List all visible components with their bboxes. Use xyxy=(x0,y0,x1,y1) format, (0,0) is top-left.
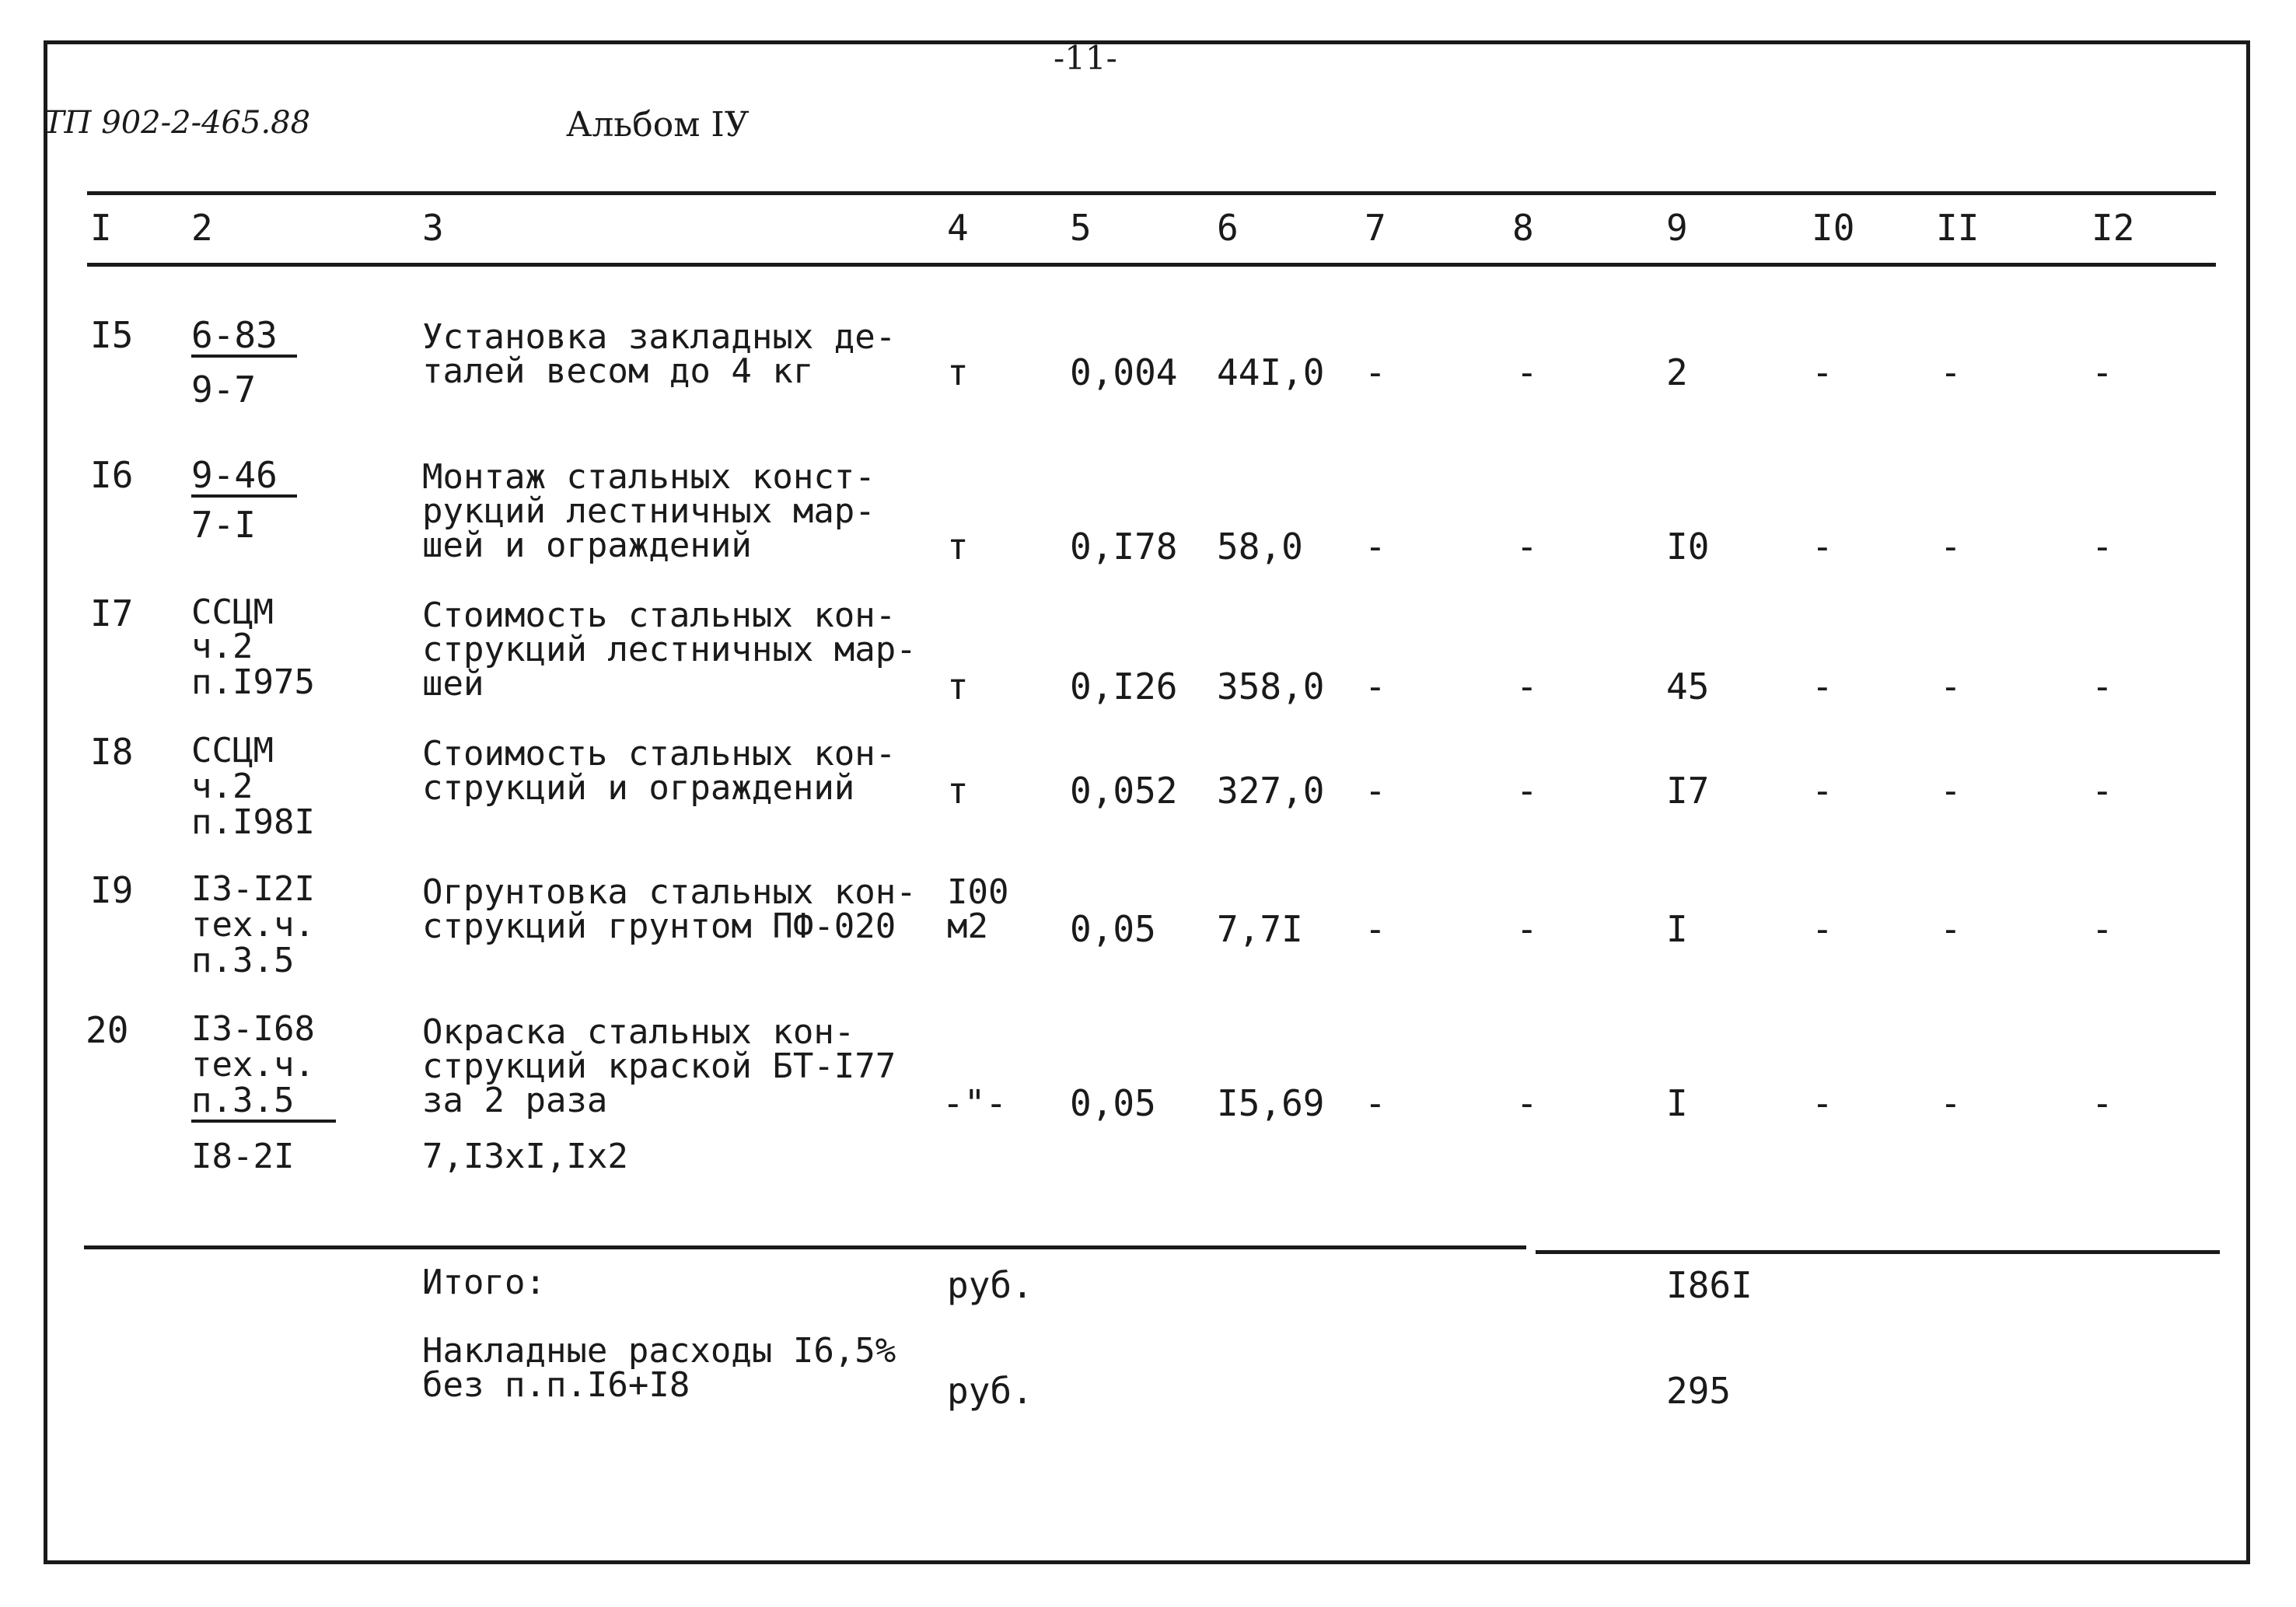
unit-price: 44I,0 xyxy=(1217,351,1325,393)
norm-code: ч.2 xyxy=(191,627,253,666)
work-description: Огрунтовка стальных кон- xyxy=(422,872,917,912)
norm-code: 9-46 xyxy=(191,457,297,498)
column-header: 5 xyxy=(1070,207,1092,249)
col11-value: - xyxy=(1940,908,1962,950)
work-description: талей весом до 4 кг xyxy=(422,351,814,391)
col10-value: - xyxy=(1812,908,1833,950)
column-header: I2 xyxy=(2092,207,2135,249)
col8-value: - xyxy=(1516,770,1538,812)
column-header: 3 xyxy=(422,207,444,249)
work-description: рукций лестничных мар- xyxy=(422,491,875,531)
col11-value: - xyxy=(1940,1082,1962,1124)
totals-rule-right xyxy=(1536,1250,2220,1254)
work-description: струкций лестничных мар- xyxy=(422,630,917,669)
row-number: I8 xyxy=(90,731,134,773)
row-number: I9 xyxy=(90,869,134,911)
col8-value: - xyxy=(1516,908,1538,950)
unit-price: 58,0 xyxy=(1217,526,1303,568)
quantity: 0,052 xyxy=(1070,770,1178,812)
quantity: 0,05 xyxy=(1070,908,1156,950)
document-code: ТП 902-2-465.88 xyxy=(44,105,311,141)
work-description: струкций краской БТ-I77 xyxy=(422,1046,896,1086)
work-description: шей и ограждений xyxy=(422,526,752,565)
norm-code: п.3.5 xyxy=(191,941,295,980)
total-value: I86I xyxy=(1666,1264,1753,1306)
overhead-label: Накладные расходы I6,5% xyxy=(422,1331,896,1371)
col9-value: 2 xyxy=(1666,351,1688,393)
unit-price: 358,0 xyxy=(1217,666,1325,707)
col11-value: - xyxy=(1940,351,1962,393)
unit: т xyxy=(947,666,969,707)
col8-value: - xyxy=(1516,351,1538,393)
column-header: 2 xyxy=(191,207,213,249)
col9-value: I7 xyxy=(1666,770,1710,812)
work-description: шей xyxy=(422,664,484,704)
unit-price: I5,69 xyxy=(1217,1082,1325,1124)
norm-code: I3-I68 xyxy=(191,1009,315,1049)
col12-value: - xyxy=(2092,666,2113,707)
quantity: 0,004 xyxy=(1070,351,1178,393)
col10-value: - xyxy=(1812,351,1833,393)
column-header: I xyxy=(90,207,112,249)
quantity: 0,05 xyxy=(1070,1082,1156,1124)
quantity: 0,I78 xyxy=(1070,526,1178,568)
norm-code: п.I975 xyxy=(191,662,315,702)
unit: м2 xyxy=(947,907,988,946)
work-description: Установка закладных де- xyxy=(422,317,896,357)
norm-code: I8-2I xyxy=(191,1137,295,1176)
total-label: Итого: xyxy=(422,1263,546,1302)
work-description: за 2 раза xyxy=(422,1081,608,1120)
header-rule-top xyxy=(87,191,2216,195)
col12-value: - xyxy=(2092,526,2113,568)
norm-code: 9-7 xyxy=(191,369,257,410)
page-number: -11- xyxy=(1054,39,1117,77)
col12-value: - xyxy=(2092,908,2113,950)
unit: I00 xyxy=(947,872,1009,912)
col11-value: - xyxy=(1940,526,1962,568)
norm-code: 6-83 xyxy=(191,317,297,358)
overhead-label: без п.п.I6+I8 xyxy=(422,1365,690,1405)
col9-value: 45 xyxy=(1666,666,1710,707)
norm-code: п.3.5 xyxy=(191,1084,336,1123)
col10-value: - xyxy=(1812,526,1833,568)
header-rule-bottom xyxy=(87,263,2216,267)
row-number: I5 xyxy=(90,314,134,356)
unit: т xyxy=(947,770,969,812)
unit: -"- xyxy=(942,1082,1008,1124)
col12-value: - xyxy=(2092,770,2113,812)
column-header: II xyxy=(1936,207,1980,249)
col11-value: - xyxy=(1940,666,1962,707)
overhead-unit: руб. xyxy=(947,1370,1033,1412)
norm-code: ч.2 xyxy=(191,767,253,806)
col8-value: - xyxy=(1516,666,1538,707)
col8-value: - xyxy=(1516,1082,1538,1124)
col10-value: - xyxy=(1812,1082,1833,1124)
column-header: 4 xyxy=(947,207,969,249)
col8-value: - xyxy=(1516,526,1538,568)
col9-value: I xyxy=(1666,1082,1688,1124)
album-label: Альбом IУ xyxy=(566,105,750,145)
col11-value: - xyxy=(1940,770,1962,812)
column-header: 9 xyxy=(1666,207,1688,249)
norm-code: п.I98I xyxy=(191,802,315,842)
norm-code: тех.ч. xyxy=(191,1045,315,1085)
totals-rule-left xyxy=(84,1245,1526,1249)
col12-value: - xyxy=(2092,1082,2113,1124)
norm-code: I3-I2I xyxy=(191,869,315,909)
unit: т xyxy=(947,526,969,568)
col10-value: - xyxy=(1812,666,1833,707)
column-header: 8 xyxy=(1512,207,1534,249)
row-number: I7 xyxy=(90,592,134,634)
col9-value: I0 xyxy=(1666,526,1710,568)
norm-code: ССЦМ xyxy=(191,592,274,632)
column-header: I0 xyxy=(1812,207,1855,249)
col10-value: - xyxy=(1812,770,1833,812)
work-description: струкций и ограждений xyxy=(422,768,855,808)
col7-value: - xyxy=(1365,908,1386,950)
unit: т xyxy=(947,351,969,393)
norm-code: ССЦМ xyxy=(191,731,274,770)
work-description: Окраска стальных кон- xyxy=(422,1012,855,1052)
work-description: Стоимость стальных кон- xyxy=(422,596,896,635)
col7-value: - xyxy=(1365,351,1386,393)
norm-code: 7-I xyxy=(191,504,257,546)
unit-price: 327,0 xyxy=(1217,770,1325,812)
work-description: 7,I3хI,Iх2 xyxy=(422,1137,628,1176)
row-number: I6 xyxy=(90,454,134,496)
work-description: струкций грунтом ПФ-020 xyxy=(422,907,896,946)
overhead-value: 295 xyxy=(1666,1370,1732,1412)
unit-price: 7,7I xyxy=(1217,908,1303,950)
col12-value: - xyxy=(2092,351,2113,393)
norm-code: тех.ч. xyxy=(191,905,315,945)
column-header: 6 xyxy=(1217,207,1239,249)
col9-value: I xyxy=(1666,908,1688,950)
col7-value: - xyxy=(1365,666,1386,707)
work-description: Монтаж стальных конст- xyxy=(422,457,875,497)
row-number: 20 xyxy=(86,1009,129,1051)
col7-value: - xyxy=(1365,1082,1386,1124)
col7-value: - xyxy=(1365,770,1386,812)
work-description: Стоимость стальных кон- xyxy=(422,734,896,774)
col7-value: - xyxy=(1365,526,1386,568)
total-unit: руб. xyxy=(947,1264,1033,1306)
column-header: 7 xyxy=(1365,207,1386,249)
quantity: 0,I26 xyxy=(1070,666,1178,707)
